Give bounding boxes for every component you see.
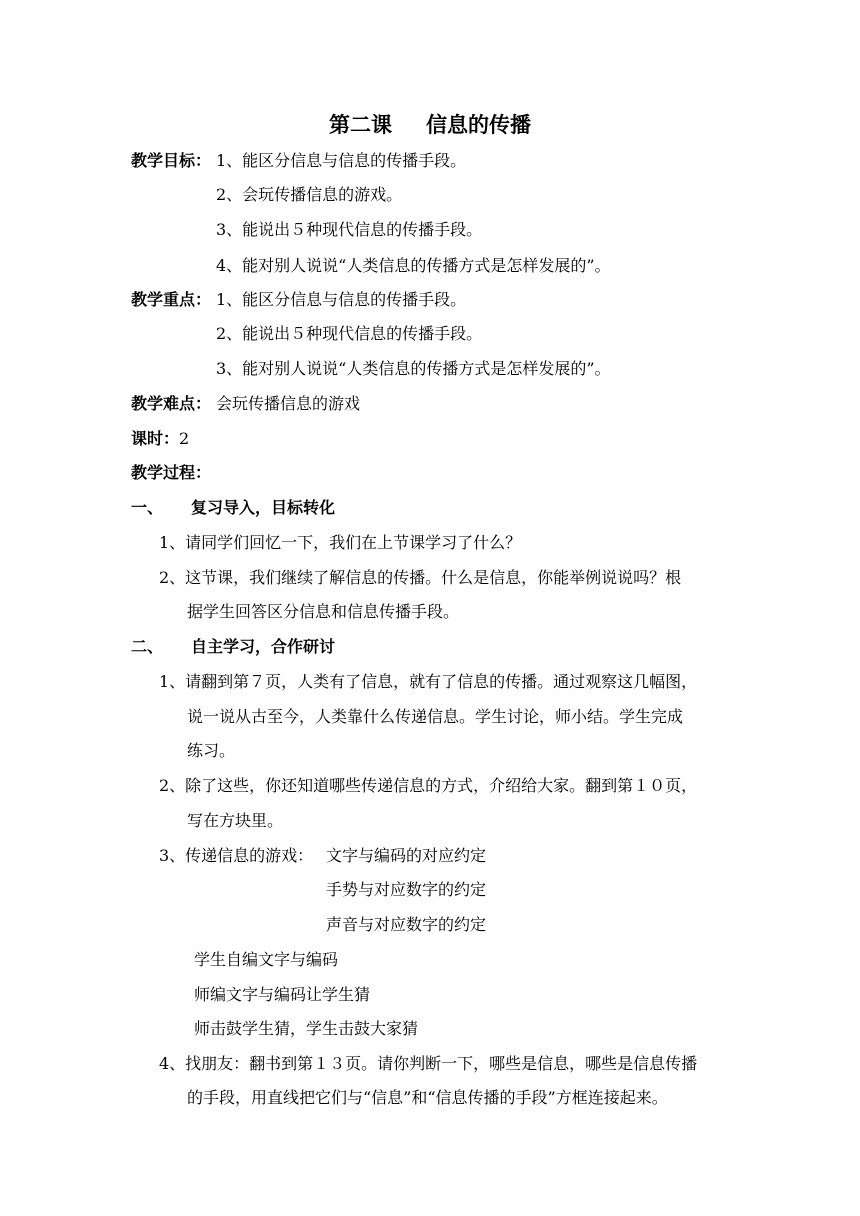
- objectives-label: 教学目标：: [131, 151, 212, 170]
- section-heading: 复习导入，目标转化: [191, 498, 336, 517]
- section-item-continued: 写在方块里。: [187, 811, 284, 830]
- process-label: 教学过程：: [131, 463, 212, 482]
- key-points-label: 教学重点：: [131, 290, 212, 309]
- game-item: 声音与对应数字的约定: [326, 915, 487, 934]
- difficulty-label: 教学难点：: [131, 394, 212, 413]
- section-item: 3、传递信息的游戏：: [159, 846, 314, 865]
- key-point-item: 1、能区分信息与信息的传播手段。: [216, 290, 467, 309]
- objective-item: 4、能对别人说说“人类信息的传播方式是怎样发展的”。: [216, 256, 611, 275]
- section-item-continued: 的手段，用直线把它们与“信息”和“信息传播的手段”方框连接起来。: [187, 1088, 668, 1107]
- section-item-continued: 说一说从古至今，人类靠什么传递信息。学生讨论，师小结。学生完成: [187, 707, 684, 726]
- section-item: 2、除了这些，你还知道哪些传递信息的方式，介绍给大家。翻到第１０页，: [159, 776, 698, 795]
- section-number: 二、: [131, 637, 164, 656]
- lesson-number: 第二课: [329, 112, 392, 137]
- activity-item: 师击鼓学生猜，学生击鼓大家猜: [194, 1019, 419, 1038]
- game-item: 文字与编码的对应约定: [326, 846, 487, 865]
- hours-value: 2: [179, 429, 190, 448]
- objective-item: 2、会玩传播信息的游戏。: [216, 185, 403, 204]
- page-title: [0, 112, 860, 138]
- section-heading: 自主学习，合作研讨: [191, 637, 336, 656]
- objective-item: 3、能说出５种现代信息的传播手段。: [216, 220, 483, 239]
- hours-label: 课时：: [131, 429, 180, 448]
- activity-item: 学生自编文字与编码: [194, 950, 339, 969]
- section-number: 一、: [131, 498, 164, 517]
- hours-line: [131, 428, 189, 450]
- section-item: 2、这节课，我们继续了解信息的传播。什么是信息，你能举例说说吗？根: [159, 568, 682, 587]
- section-item: 1、请翻到第７页，人类有了信息，就有了信息的传播。通过观察这几幅图，: [159, 672, 698, 691]
- game-item: 手势与对应数字的约定: [326, 880, 487, 899]
- difficulty-text: 会玩传播信息的游戏: [216, 394, 361, 413]
- section-item-continued: 据学生回答区分信息和信息传播手段。: [187, 602, 460, 621]
- section-item: 4、找朋友：翻书到第１３页。请你判断一下，哪些是信息，哪些是信息传播: [159, 1054, 698, 1073]
- lesson-topic: 信息的传播: [426, 112, 531, 137]
- section-item: 1、请同学们回忆一下，我们在上节课学习了什么？: [159, 533, 522, 552]
- section-item-continued: 练习。: [187, 741, 236, 760]
- key-point-item: 2、能说出５种现代信息的传播手段。: [216, 324, 483, 343]
- objective-item: 1、能区分信息与信息的传播手段。: [216, 151, 467, 170]
- activity-item: 师编文字与编码让学生猜: [194, 985, 371, 1004]
- key-point-item: 3、能对别人说说“人类信息的传播方式是怎样发展的”。: [216, 359, 611, 378]
